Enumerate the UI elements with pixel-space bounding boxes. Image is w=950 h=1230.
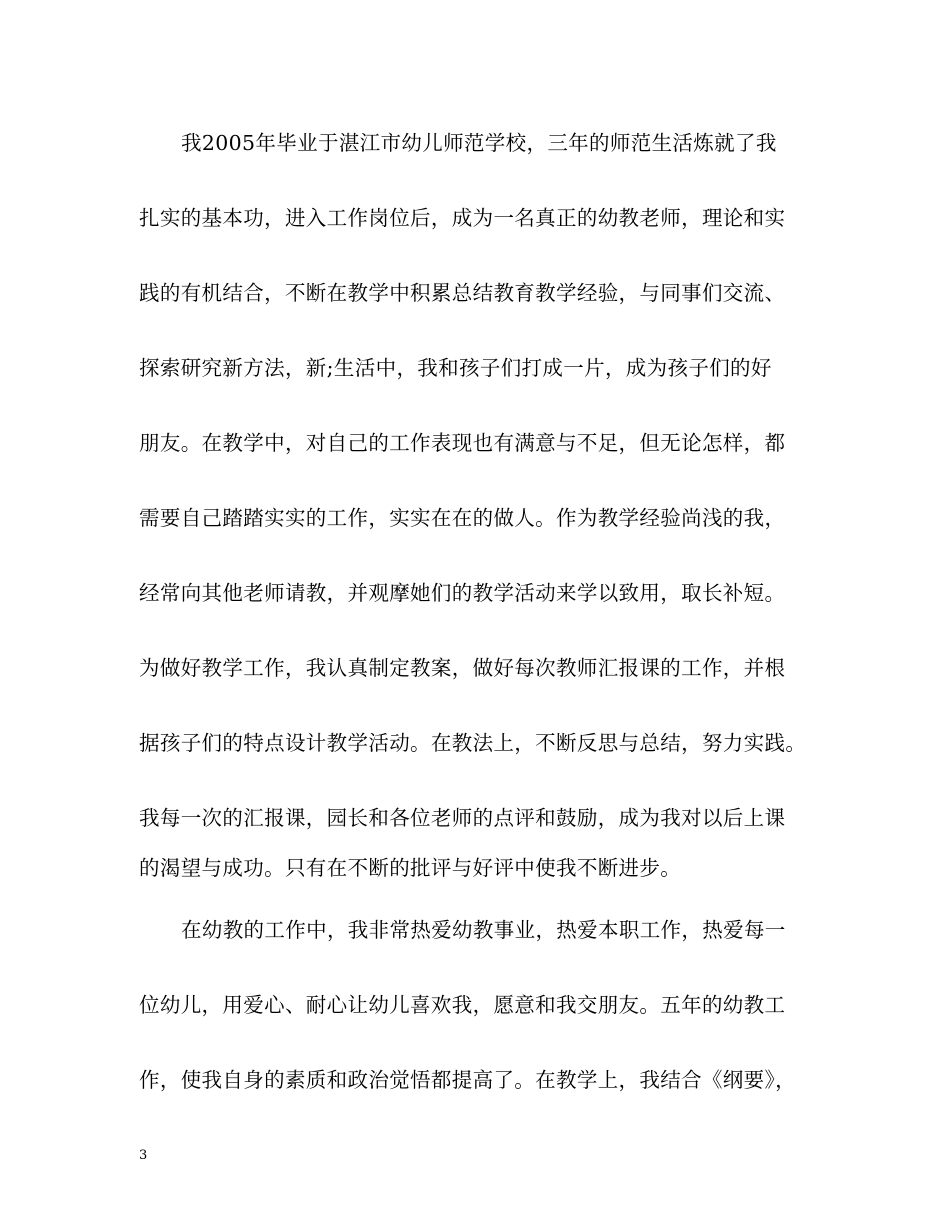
text-line: 扎实的基本功，进入工作岗位后，成为一名真正的幼教老师，理论和实 bbox=[139, 206, 786, 230]
text-line: 经常向其他老师请教，并观摩她们的教学活动来学以致用，取长补短。 bbox=[139, 581, 786, 605]
text-line: 位幼儿，用爱心、耐心让幼儿喜欢我，愿意和我交朋友。五年的幼教工 bbox=[139, 993, 786, 1017]
text-line: 的渴望与成功。只有在不断的批评与好评中使我不断进步。 bbox=[139, 856, 682, 880]
text-line: 探索研究新方法，新;生活中，我和孩子们打成一片，成为孩子们的好 bbox=[139, 356, 772, 380]
page-number: 3 bbox=[139, 1148, 148, 1163]
text-line: 朋友。在教学中，对自己的工作表现也有满意与不足，但无论怎样，都 bbox=[139, 431, 786, 455]
text-line: 为做好教学工作，我认真制定教案，做好每次教师汇报课的工作，并根 bbox=[139, 656, 786, 680]
text-line: 需要自己踏踏实实的工作，实实在在的做人。作为教学经验尚浅的我， bbox=[139, 506, 786, 530]
text-line: 在幼教的工作中，我非常热爱幼教事业，热爱本职工作，热爱每一 bbox=[181, 918, 786, 942]
text-line: 据孩子们的特点设计教学活动。在教法上，不断反思与总结，努力实践。 bbox=[139, 731, 807, 755]
text-line: 作，使我自身的素质和政治觉悟都提高了。在教学上，我结合《纲要》， bbox=[139, 1068, 796, 1092]
text-line: 我每一次的汇报课，园长和各位老师的点评和鼓励，成为我对以后上课 bbox=[139, 806, 786, 830]
text-line: 践的有机结合，不断在教学中积累总结教育教学经验，与同事们交流、 bbox=[139, 281, 786, 305]
text-line: 我2005年毕业于湛江市幼儿师范学校，三年的师范生活炼就了我 bbox=[181, 131, 777, 155]
